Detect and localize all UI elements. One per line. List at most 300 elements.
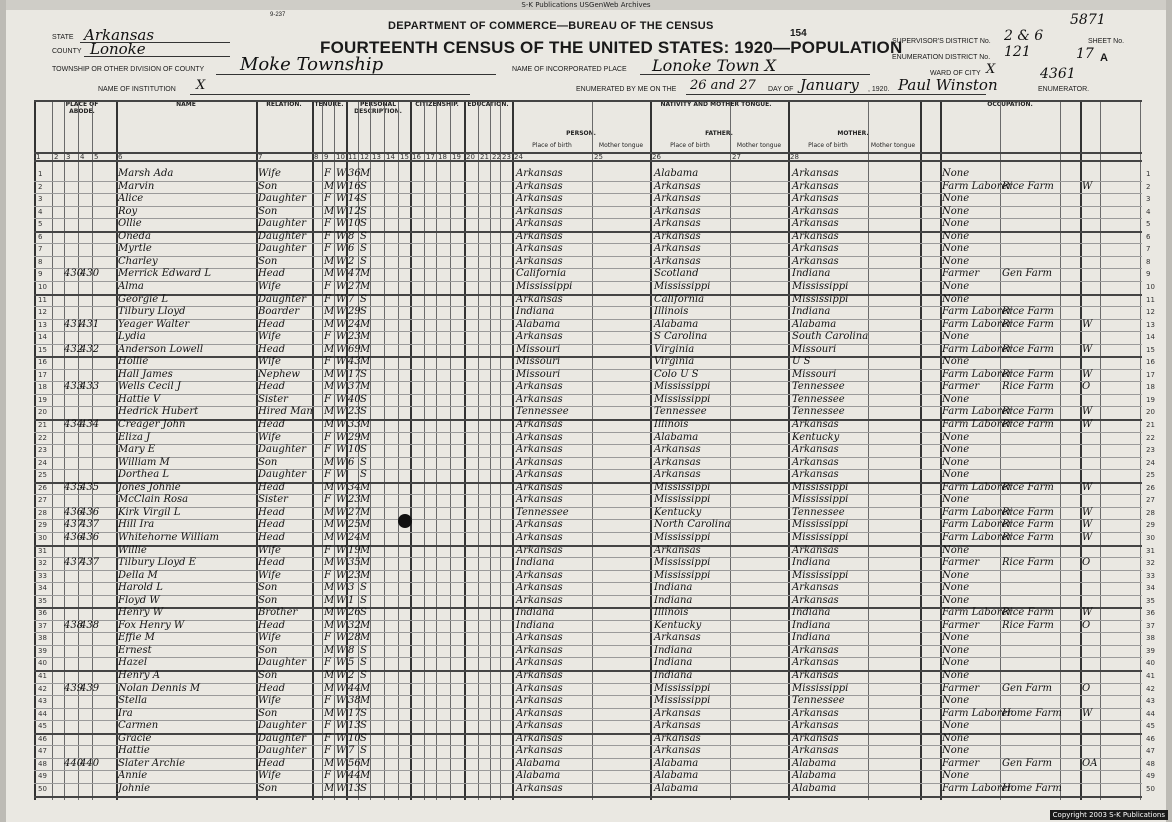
mother-birthplace-cell: Missouri (792, 343, 837, 355)
marital-cell: M (360, 695, 371, 707)
row-number-right: 12 (1146, 308, 1155, 317)
institution-value: X (196, 78, 206, 93)
sex-cell: F (324, 356, 331, 368)
industry-cell: Rice Farm (1002, 180, 1054, 192)
row-number-right: 15 (1146, 345, 1155, 354)
name-cell: Hazel (118, 657, 148, 669)
relation-cell: Wife (258, 168, 281, 179)
row-line (34, 231, 1142, 233)
sex-cell: M (324, 343, 335, 355)
race-cell: W (336, 193, 347, 205)
row-number-right: 30 (1146, 533, 1155, 542)
mother-birthplace-cell: Arkansas (792, 644, 839, 656)
age-cell: 43 (348, 356, 361, 368)
race-cell: W (336, 644, 347, 656)
relation-cell: Head (258, 481, 286, 493)
birthplace-cell: Arkansas (516, 519, 563, 531)
marital-cell: M (360, 557, 371, 569)
dwelling-number: 436 (64, 506, 84, 518)
marital-cell: M (360, 632, 371, 644)
family-number: 430 (80, 268, 100, 280)
occupation-cell: Farm Laborer (942, 406, 1013, 418)
birthplace-cell: Missouri (516, 343, 561, 355)
occupation-cell: None (942, 280, 970, 292)
father-birthplace-cell: Mississippi (654, 569, 711, 581)
father-birthplace-cell: Alabama (654, 757, 699, 769)
name-cell: Della M (118, 569, 158, 581)
race-cell: W (336, 230, 347, 242)
name-cell: Fox Henry W (118, 619, 185, 631)
relation-cell: Head (258, 381, 286, 393)
birthplace-cell: Arkansas (516, 419, 563, 430)
relation-cell: Head (258, 682, 286, 694)
class-code-cell: W (1082, 607, 1093, 619)
sex-cell: F (324, 494, 331, 506)
mother-birthplace-cell: Mississippi (792, 682, 849, 694)
birthplace-cell: Arkansas (516, 218, 563, 230)
birthplace-cell: Alabama (516, 770, 561, 782)
row-number: 39 (38, 646, 47, 655)
dwelling-number: 433 (64, 381, 84, 393)
occupation-cell: Farmer (942, 682, 980, 694)
marital-cell: S (360, 255, 367, 267)
occupation-cell: None (942, 456, 970, 468)
industry-cell: Gen Farm (1002, 268, 1053, 280)
sex-cell: F (324, 230, 331, 242)
father-birthplace-cell: Mississippi (654, 481, 711, 493)
marital-cell: S (360, 205, 367, 217)
row-number-right: 4 (1146, 207, 1151, 216)
occupation-cell: None (942, 732, 970, 744)
marital-cell: M (360, 343, 371, 355)
sex-cell: M (324, 782, 335, 794)
column-number: 27 (732, 153, 741, 161)
row-number-right: 48 (1146, 759, 1155, 768)
family-number: 435 (80, 481, 100, 493)
row-number: 26 (38, 483, 47, 492)
father-birthplace-cell: Mississippi (654, 682, 711, 694)
birthplace-cell: Missouri (516, 356, 561, 368)
age-cell: 13 (348, 782, 361, 794)
occupation-cell: Farm Laborer (942, 318, 1013, 330)
sex-cell: F (324, 632, 331, 644)
class-code-cell: OA (1082, 757, 1098, 769)
group-education: EDUCATION. (467, 101, 509, 108)
race-cell: W (336, 306, 347, 318)
sex-cell: F (324, 569, 331, 581)
sex-cell: F (324, 657, 331, 669)
mother-birthplace-cell: Arkansas (792, 544, 839, 556)
race-cell: W (336, 356, 347, 368)
dwelling-number: 438 (64, 619, 84, 631)
row-line (34, 281, 1142, 282)
name-cell: Stella (118, 695, 148, 707)
sex-cell: F (324, 732, 331, 744)
name-cell: Slater Archie (118, 757, 186, 769)
column-number: 11 (348, 153, 357, 161)
occupation-cell: None (942, 544, 970, 556)
sex-cell: M (324, 531, 335, 543)
age-cell: 16 (348, 180, 361, 192)
sex-cell: F (324, 243, 331, 255)
occupation-cell: None (942, 168, 970, 179)
occupation-cell: None (942, 444, 970, 456)
relation-cell: Wife (258, 544, 281, 556)
birthplace-cell: Arkansas (516, 243, 563, 255)
sex-cell: M (324, 255, 335, 267)
row-number: 31 (38, 546, 47, 555)
mother-birthplace-cell: Arkansas (792, 168, 839, 179)
township-label: TOWNSHIP OR OTHER DIVISION OF COUNTY (52, 66, 205, 73)
age-cell: 10 (348, 218, 361, 230)
sex-cell: F (324, 193, 331, 205)
name-cell: Henry W (118, 607, 163, 619)
row-number: 20 (38, 408, 47, 417)
county-value: Lonoke (90, 40, 146, 58)
occupation-cell: None (942, 494, 970, 506)
mother-birthplace-cell: Arkansas (792, 218, 839, 230)
sex-cell: M (324, 506, 335, 518)
name-cell: Creager John (118, 419, 186, 430)
family-number: 436 (80, 531, 100, 543)
enumerator-label: ENUMERATOR. (1038, 86, 1090, 93)
father-birthplace-cell: Kentucky (654, 619, 702, 631)
incorporated-value: Lonoke Town X (652, 56, 776, 75)
mother-birthplace-cell: Tennessee (792, 381, 845, 393)
birthplace-cell: Indiana (516, 619, 555, 631)
father-birthplace-cell: Illinois (654, 607, 689, 619)
race-cell: W (336, 205, 347, 217)
sex-cell: M (324, 707, 335, 719)
sex-cell: F (324, 331, 331, 343)
row-line (34, 645, 1142, 646)
occupation-cell: None (942, 293, 970, 305)
father-birthplace-cell: Indiana (654, 644, 693, 656)
race-cell: W (336, 218, 347, 230)
father-birthplace-cell: Mississippi (654, 494, 711, 506)
class-code-cell: W (1082, 419, 1093, 430)
nativity-father: FATHER. (705, 130, 733, 137)
person-tongue-header: Mother tongue (598, 142, 644, 149)
birthplace-cell: Arkansas (516, 255, 563, 267)
dwelling-number: 439 (64, 682, 84, 694)
race-cell: W (336, 280, 347, 292)
occupation-cell: Farm Laborer (942, 306, 1013, 318)
industry-cell: Rice Farm (1002, 406, 1054, 418)
father-birthplace-cell: Arkansas (654, 707, 701, 719)
birthplace-cell: Tennessee (516, 506, 569, 518)
row-number: 2 (38, 182, 43, 191)
supervisor-value: 2 & 6 (1004, 28, 1044, 44)
class-code-cell: W (1082, 318, 1093, 330)
father-birthplace-cell: Virginia (654, 356, 695, 368)
relation-cell: Sister (258, 393, 288, 405)
mother-birthplace-cell: Arkansas (792, 419, 839, 430)
relation-cell: Son (258, 670, 278, 681)
class-code-cell: W (1082, 531, 1093, 543)
age-cell: 32 (348, 619, 361, 631)
enumerated-label: ENUMERATED BY ME ON THE (576, 86, 677, 93)
family-number: 440 (80, 757, 100, 769)
occupation-cell: Farmer (942, 268, 980, 280)
row-line (34, 796, 1142, 798)
name-cell: Nolan Dennis M (118, 682, 201, 694)
class-code-cell: O (1082, 619, 1091, 631)
relation-cell: Sister (258, 494, 288, 506)
age-cell: 23 (348, 331, 361, 343)
name-cell: Hedrick Hubert (118, 406, 199, 418)
column-number: 20 (466, 153, 475, 161)
race-cell: W (336, 481, 347, 493)
relation-cell: Daughter (258, 720, 306, 732)
birthplace-cell: Arkansas (516, 456, 563, 468)
birthplace-cell: Indiana (516, 306, 555, 318)
name-cell: Hattie V (118, 393, 161, 405)
race-cell: W (336, 670, 347, 681)
birthplace-cell: Arkansas (516, 230, 563, 242)
column-number: 4 (80, 153, 85, 161)
row-number-right: 14 (1146, 333, 1155, 342)
column-number: 15 (400, 153, 409, 161)
occupation-cell: None (942, 569, 970, 581)
column-number: 6 (118, 153, 123, 161)
birthplace-cell: Arkansas (516, 444, 563, 456)
marital-cell: S (360, 368, 367, 380)
occupation-cell: Farm Laborer (942, 481, 1013, 493)
dwelling-number: 437 (64, 519, 84, 531)
class-code-cell: O (1082, 381, 1091, 393)
column-number: 16 (412, 153, 421, 161)
row-number-right: 17 (1146, 370, 1155, 379)
column-number: 3 (66, 153, 71, 161)
column-number: 8 (314, 153, 319, 161)
row-number-right: 2 (1146, 182, 1151, 191)
birthplace-cell: Tennessee (516, 406, 569, 418)
race-cell: W (336, 293, 347, 305)
mother-birthplace-cell: Mississippi (792, 280, 849, 292)
marital-cell: S (360, 306, 367, 318)
marital-cell: S (360, 732, 367, 744)
relation-cell: Daughter (258, 193, 306, 205)
row-number-right: 44 (1146, 709, 1155, 718)
nativity-mother: MOTHER. (837, 130, 869, 137)
mother-birthplace-cell: Arkansas (792, 720, 839, 732)
sex-cell: M (324, 406, 335, 418)
mother-birthplace-cell: Arkansas (792, 205, 839, 217)
name-cell: Dorthea L (118, 469, 169, 481)
person-pob-header: Place of birth (532, 142, 572, 149)
column-number: 5 (94, 153, 99, 161)
industry-cell: Home Farm (1002, 707, 1062, 719)
class-code-cell: W (1082, 519, 1093, 531)
mother-birthplace-cell: Tennessee (792, 406, 845, 418)
column-number: 19 (452, 153, 461, 161)
sex-cell: M (324, 670, 335, 681)
marital-cell: M (360, 268, 371, 280)
class-code-cell: W (1082, 707, 1093, 719)
race-cell: W (336, 619, 347, 631)
age-cell: 13 (348, 720, 361, 732)
birthplace-cell: Arkansas (516, 682, 563, 694)
occupation-cell: Farm Laborer (942, 368, 1013, 380)
age-cell: 23 (348, 569, 361, 581)
race-cell: W (336, 745, 347, 757)
relation-cell: Daughter (258, 732, 306, 744)
row-number-right: 3 (1146, 195, 1151, 204)
name-cell: Alice (118, 193, 144, 205)
occupation-cell: Farm Laborer (942, 782, 1013, 794)
relation-cell: Son (258, 582, 278, 594)
father-birthplace-cell: Indiana (654, 657, 693, 669)
row-number: 4 (38, 207, 43, 216)
father-birthplace-cell: Arkansas (654, 193, 701, 205)
race-cell: W (336, 243, 347, 255)
row-line (34, 770, 1142, 771)
marital-cell: M (360, 494, 371, 506)
form-number: 9-237 (270, 12, 286, 18)
row-number: 42 (38, 684, 47, 693)
relation-cell: Son (258, 180, 278, 192)
race-cell: W (336, 594, 347, 606)
marital-cell: S (360, 582, 367, 594)
age-cell: 12 (348, 205, 361, 217)
birthplace-cell: Arkansas (516, 732, 563, 744)
name-cell: Tilbury Lloyd E (118, 557, 196, 569)
occupation-cell: Farmer (942, 557, 980, 569)
name-cell: Henry A (118, 670, 160, 681)
column-number: 2 (54, 153, 59, 161)
group-nativity: NATIVITY AND MOTHER TONGUE. (660, 101, 772, 108)
row-number: 44 (38, 709, 47, 718)
row-number: 40 (38, 659, 47, 668)
township-value: Moke Township (240, 54, 384, 75)
occupation-cell: None (942, 218, 970, 230)
relation-cell: Nephew (258, 368, 300, 380)
row-number: 41 (38, 672, 47, 680)
row-number-right: 33 (1146, 571, 1155, 580)
sex-cell: F (324, 695, 331, 707)
race-cell: W (336, 506, 347, 518)
relation-cell: Head (258, 419, 286, 430)
industry-cell: Rice Farm (1002, 557, 1054, 569)
age-cell: 69 (348, 343, 361, 355)
corner-top-number: 5871 (1070, 12, 1106, 28)
publisher-strip: S-K Publications USGenWeb Archives (0, 0, 1172, 10)
row-number-right: 41 (1146, 672, 1155, 680)
name-cell: Georgie L (118, 293, 169, 305)
mother-birthplace-cell: Indiana (792, 557, 831, 569)
occupation-cell: Farm Laborer (942, 506, 1013, 518)
age-cell: 28 (348, 632, 361, 644)
age-cell: 29 (348, 306, 361, 318)
mother-pob-header: Place of birth (808, 142, 848, 149)
occupation-cell: None (942, 745, 970, 757)
occupation-cell: None (942, 632, 970, 644)
relation-cell: Wife (258, 695, 281, 707)
class-code-cell: O (1082, 682, 1091, 694)
sheet-letter: A (1100, 52, 1108, 64)
row-line (34, 394, 1142, 395)
marital-cell: M (360, 331, 371, 343)
row-number-right: 47 (1146, 747, 1155, 756)
race-cell: W (336, 531, 347, 543)
column-number: 10 (336, 153, 345, 161)
age-cell: 36 (348, 168, 361, 179)
family-number: 438 (80, 619, 100, 631)
occupation-cell: None (942, 331, 970, 343)
marital-cell: M (360, 619, 371, 631)
marital-cell: S (360, 180, 367, 192)
occupation-cell: Farm Laborer (942, 519, 1013, 531)
row-line (34, 720, 1142, 721)
enumerated-month: January (800, 76, 859, 94)
father-birthplace-cell: Alabama (654, 770, 699, 782)
name-cell: Kirk Virgil L (118, 506, 181, 518)
name-cell: Hall James (118, 368, 173, 380)
father-birthplace-cell: North Carolina (654, 519, 731, 531)
marital-cell: M (360, 168, 371, 179)
mother-birthplace-cell: Mississippi (792, 494, 849, 506)
row-number-right: 20 (1146, 408, 1155, 417)
race-cell: W (336, 444, 347, 456)
row-number-right: 34 (1146, 584, 1155, 593)
relation-cell: Wife (258, 356, 281, 368)
birthplace-cell: Arkansas (516, 720, 563, 732)
marital-cell: S (360, 644, 367, 656)
class-code-cell: W (1082, 506, 1093, 518)
age-cell: 38 (348, 695, 361, 707)
sex-cell: M (324, 180, 335, 192)
family-number: 439 (80, 682, 100, 694)
race-cell: W (336, 657, 347, 669)
row-number-right: 29 (1146, 521, 1155, 530)
race-cell: W (336, 331, 347, 343)
father-birthplace-cell: Illinois (654, 419, 689, 430)
row-number-right: 46 (1146, 734, 1155, 743)
occupation-cell: Farmer (942, 619, 980, 631)
industry-cell: Rice Farm (1002, 506, 1054, 518)
relation-cell: Head (258, 557, 286, 569)
father-birthplace-cell: Arkansas (654, 745, 701, 757)
row-number-right: 7 (1146, 245, 1151, 254)
name-cell: William M (118, 456, 170, 468)
name-cell: Whitehorne William (118, 531, 219, 543)
father-birthplace-cell: Arkansas (654, 255, 701, 267)
ward-value: X (986, 62, 996, 77)
occupation-cell: None (942, 431, 970, 443)
column-number: 23 (502, 153, 511, 161)
industry-cell: Rice Farm (1002, 381, 1054, 393)
age-cell: 24 (348, 531, 361, 543)
age-cell: 3 (348, 582, 355, 594)
industry-cell: Gen Farm (1002, 682, 1053, 694)
group-personal-description: PERSONAL DESCRIPTION. (354, 101, 402, 115)
nativity-person: PERSON. (566, 130, 596, 137)
row-number: 47 (38, 747, 47, 756)
sex-cell: F (324, 720, 331, 732)
age-cell: 2 (348, 670, 355, 681)
relation-cell: Head (258, 268, 286, 280)
row-line (34, 632, 1142, 633)
mother-birthplace-cell: Mississippi (792, 569, 849, 581)
row-number: 37 (38, 621, 47, 630)
birthplace-cell: Arkansas (516, 544, 563, 556)
birthplace-cell: Arkansas (516, 782, 563, 794)
row-line (34, 193, 1142, 194)
column-number: 9 (324, 153, 329, 161)
race-cell: W (336, 393, 347, 405)
grid-line (34, 160, 1142, 162)
